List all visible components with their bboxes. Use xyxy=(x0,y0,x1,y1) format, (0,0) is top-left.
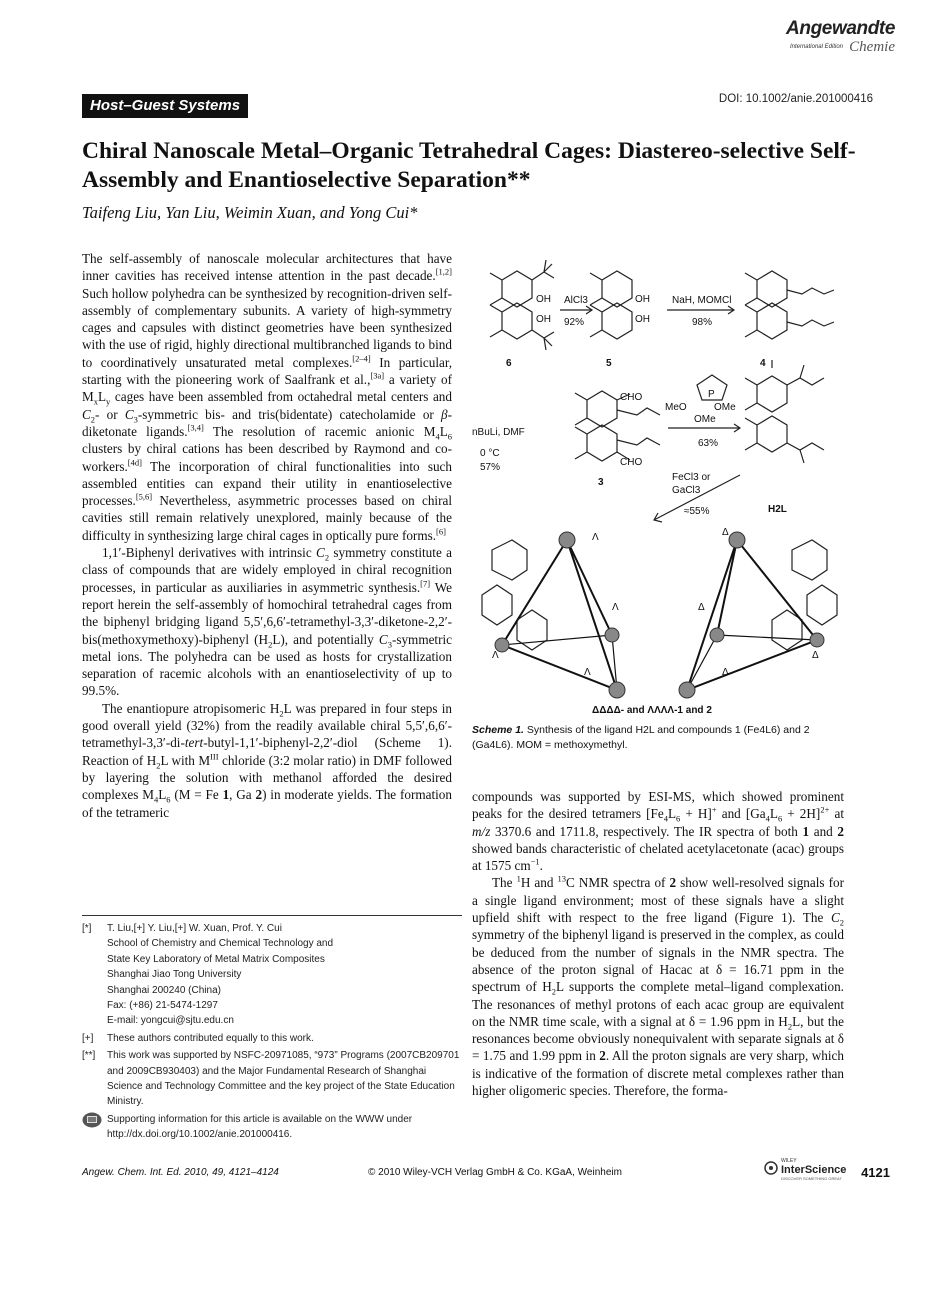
affiliation-line: State Key Laboratory of Metal Matrix Composites xyxy=(107,953,325,965)
reagent-label: OMe xyxy=(694,414,716,425)
label-oh: OH xyxy=(635,314,650,325)
compound-label: H2L xyxy=(768,504,787,515)
delta-label: Δ xyxy=(812,650,819,661)
paragraph: compounds was supported by ESI-MS, which showed prominent peaks for the desired tetramers $[Fe_4L_6 + H]^+$ and $[Ga_4L_6 + 2H]^{2+}$ at m/z 3370.6 and 1711.8, respectively. The IR spectra of both 1 and 2 showed bands characteristic of chelated acetylacetonate (acac) groups at 1575 $cm^{-1}$. xyxy=(472,789,844,874)
reagent-label: AlCl3 xyxy=(564,295,588,306)
ring xyxy=(757,416,787,452)
equal-contribution-note: [+] These authors contributed equally to this work. xyxy=(82,1032,314,1044)
paragraph: The enantiopure atropisomeric $H_2L$ was prepared in four steps in good overall yield (32%) from the readily available chiral 5,5′,6,6′-tetramethyl-3,3′-di-tert-butyl-1,1′-biphenyl-2,2′-diol (Scheme 1). Reaction of $H_2L$ with $M^{III}$ chloride (3:2 molar ratio) in DMF followed by layering the solution with methanol afforded the desired complexes $M_4L_6$ (M = Fe 1, Ga 2) in moderate yields. The formation of the tetrameric xyxy=(82,700,453,820)
section-tag: Host–Guest Systems xyxy=(82,94,248,118)
paragraph: 1,1′-Biphenyl derivatives with intrinsic $C_2$ symmetry constitute a class of compounds that are widely employed in chiral recognition processes, in particular as auxiliaries in asymmetric synthesis.[7] We report herein the self-assembly of homochiral tetrahedral cages from the biphenyl bridging ligand 5,5′,6,6′-tetramethyl-3,3′-diketone-2,2′-bis(methoxymethoxy)-biphenyl $(H_2L)$, and potentially $C_3$-symmetric metal ions. The polyhedra can be used as hosts for crystallization separation of racemic alcohols with an enantioselectivity of up to 99.5%. xyxy=(82,545,452,699)
reagent-label: GaCl3 xyxy=(672,485,701,496)
reagent-label: OMe xyxy=(714,402,736,413)
ring xyxy=(757,303,787,339)
supporting-info-icon xyxy=(82,1112,102,1128)
label-oh: OH xyxy=(635,294,650,305)
paragraph: The $^1$H and $^{13}$C NMR spectra of 2 show well-resolved signals for a single ligand environment; most of these signals have a slight upfield shift with respect to the free ligand (Figure 1). The $C_2$ symmetry of the biphenyl ligand is preserved in the complex, as could be deduced from the number of signals in the NMR spectra. The absence of the proton signal of Hacac at δ = 16.71 ppm in the spectrum of $H_2L$ supports the complete metal–ligand complexation. The resonances of methyl protons of each acac group are equivalent on the NMR time scale, with a signal at δ = 1.96 ppm in $H_2L$, but the resonances become obviously nonequivalent with separate signals at δ = 1.75 and 1.99 ppm in 2. All the proton signals are very sharp, which is indicative of the formation of discrete metal complexes rather than higher oligomeric species. Therefore, the forma- xyxy=(472,874,844,1099)
supporting-info-note: Supporting information for this article is available on the WWW under http://dx.doi.org/10.1002/anie.201000416. xyxy=(82,1112,462,1143)
ring xyxy=(757,376,787,412)
compound-label: 4 xyxy=(760,358,766,369)
affiliation-line: Fax: (+86) 21-5474-1297 xyxy=(107,1000,218,1012)
lambda-label: Λ xyxy=(584,667,591,678)
footer-citation: Angew. Chem. Int. Ed. 2010, 49, 4121–4124 xyxy=(82,1167,279,1178)
body-column-left xyxy=(82,250,452,821)
caption-text: Synthesis of the ligand H2L and compounds 1 (Fe4L6) and 2 (Ga4L6). MOM = methoxymethyl. xyxy=(472,724,810,751)
journal-logo-edition: International Edition xyxy=(789,44,843,50)
ring xyxy=(587,425,617,461)
logo-sub-text: DISCOVER SOMETHING GREAT xyxy=(781,1176,842,1181)
metal-node xyxy=(729,532,745,548)
lambda-label: Λ xyxy=(492,650,499,661)
label-oh: OH xyxy=(536,314,551,325)
yield-label: 98% xyxy=(692,317,713,328)
delta-label: Δ xyxy=(722,527,729,538)
reaction-arrow xyxy=(667,306,734,314)
compound-label: 6 xyxy=(506,358,512,369)
journal-logo xyxy=(745,18,895,63)
interscience-logo-icon xyxy=(763,1156,873,1182)
label-oh: OH xyxy=(536,294,551,305)
label-p: P xyxy=(708,389,715,400)
doi[interactable]: DOI: 10.1002/anie.201000416 xyxy=(718,93,873,105)
metal-node xyxy=(710,628,724,642)
yield-label: 57% xyxy=(480,462,501,473)
body-column-right xyxy=(472,788,844,1099)
compound-label: 5 xyxy=(606,358,612,369)
logo-top-text: WILEY xyxy=(781,1158,797,1164)
affiliation-line: Shanghai Jiao Tong University xyxy=(107,969,242,981)
ring xyxy=(502,303,532,339)
reagent-label: nBuLi, DMF xyxy=(472,427,525,438)
scheme-bottom-label: ΔΔΔΔ- and ΛΛΛΛ-1 and 2 xyxy=(592,705,712,716)
ring xyxy=(587,391,617,427)
tetrahedron-right xyxy=(687,540,817,690)
reagent-label: 0 °C xyxy=(480,448,500,459)
footnotes xyxy=(82,915,462,1145)
affiliation-note: [*] T. Liu,[+] Y. Liu,[+] W. Xuan, Prof. Y. Cui School of Chemistry and Chemical Technology and State Key Laboratory of Metal Matrix Composites Shanghai Jiao Tong University Shanghai 200240 (China) Fax: (+86) 21-5474-1297 E-mail: yongcui@sjtu.edu.cn xyxy=(82,921,462,1029)
label-cho: CHO xyxy=(620,457,643,468)
ring xyxy=(757,271,787,307)
scheme-1-figure xyxy=(472,250,852,720)
caption-label: Scheme 1. xyxy=(472,724,524,736)
reaction-arrow xyxy=(560,306,592,314)
delta-label: Δ xyxy=(698,602,705,613)
lambda-label: Λ xyxy=(592,532,599,543)
ring xyxy=(602,303,632,339)
tetrahedron-left xyxy=(502,540,617,690)
reagent-label: MeO xyxy=(665,402,687,413)
paragraph: The self-assembly of nanoscale molecular architectures that have inner cavities has received intense attention in the past decade.[1,2] Such hollow polyhedra can be synthesized by recognition-driven self-assembly of complementary subunits. A variety of high-symmetry cages and capsules with distinct geometries have been synthesized with the use of rigid, highly directional multibranched ligands to bind to coordinatively unsaturated metal complexes.[2–4] In particular, starting with the pioneering work of Saalfrank et al.,[3a] a variety of $M_xL_y$ cages have been assembled from octahedral metal centers and $C_2-$ or $C_3$-symmetric bis- and tris(bidentate) catecholamide or β-diketonate ligands.[3,4] The resolution of racemic anionic $M_4L_6$ clusters by chiral cations has been described by Raymond and co-workers.[4d] The incorporation of chiral functionalities into such assembled entities can expand their utility in enantioselective processes.[5,6] Nevertheless, asymmetric processes based on chiral cavities still remain relatively unexplored, mainly because of the difficulty in synthesizing large chiral cages in optically pure forms.[6] xyxy=(82,251,452,543)
metal-node xyxy=(810,633,824,647)
journal-logo-main: Angewandte xyxy=(786,18,895,39)
affiliation-line: Shanghai 200240 (China) xyxy=(107,984,221,996)
yield-label: 63% xyxy=(698,438,719,449)
affiliation-line: School of Chemistry and Chemical Technology and xyxy=(107,938,334,950)
yield-label: 92% xyxy=(564,317,585,328)
reagent-label: NaH, MOMCl xyxy=(672,295,732,306)
delta-label: Δ xyxy=(722,667,729,678)
metal-node xyxy=(609,682,625,698)
affiliation-email[interactable]: E-mail: yongcui@sjtu.edu.cn xyxy=(107,1015,234,1027)
footer-copyright: © 2010 Wiley-VCH Verlag GmbH & Co. KGaA, Weinheim xyxy=(368,1167,622,1178)
author-list: Taifeng Liu, Yan Liu, Weimin Xuan, and Yong Cui* xyxy=(82,203,418,222)
publisher-logo xyxy=(763,1156,873,1182)
metal-node xyxy=(605,628,619,642)
compound-label: 3 xyxy=(598,477,604,488)
metal-node xyxy=(559,532,575,548)
funding-note: [**] This work was supported by NSFC-20971085, “973” Programs (2007CB209701 and 2009CB930403) and the Major Fundamental Research of Shanghai Science and Technology Committee and the key project of the State Education Ministry. xyxy=(82,1050,460,1108)
journal-logo-sub: Chemie xyxy=(849,39,895,55)
label-cho: CHO xyxy=(620,392,643,403)
article-title: Chiral Nanoscale Metal–Organic Tetrahedral Cages: Diastereo-selective Self-Assembly and Enantioselective Separation** xyxy=(82,138,856,193)
yield-label: ≈55% xyxy=(684,506,710,517)
affiliation-names: T. Liu,[+] Y. Liu,[+] W. Xuan, Prof. Y. Cui xyxy=(107,923,282,934)
lambda-label: Λ xyxy=(612,602,619,613)
scheme-caption xyxy=(472,723,852,753)
logo-main-text: InterScience xyxy=(781,1164,847,1176)
ring xyxy=(602,271,632,307)
reaction-arrow xyxy=(668,424,740,432)
reagent-label: FeCl3 or xyxy=(672,472,711,483)
page-number: 4121 xyxy=(861,1165,890,1180)
metal-node xyxy=(679,682,695,698)
ring xyxy=(502,271,532,307)
